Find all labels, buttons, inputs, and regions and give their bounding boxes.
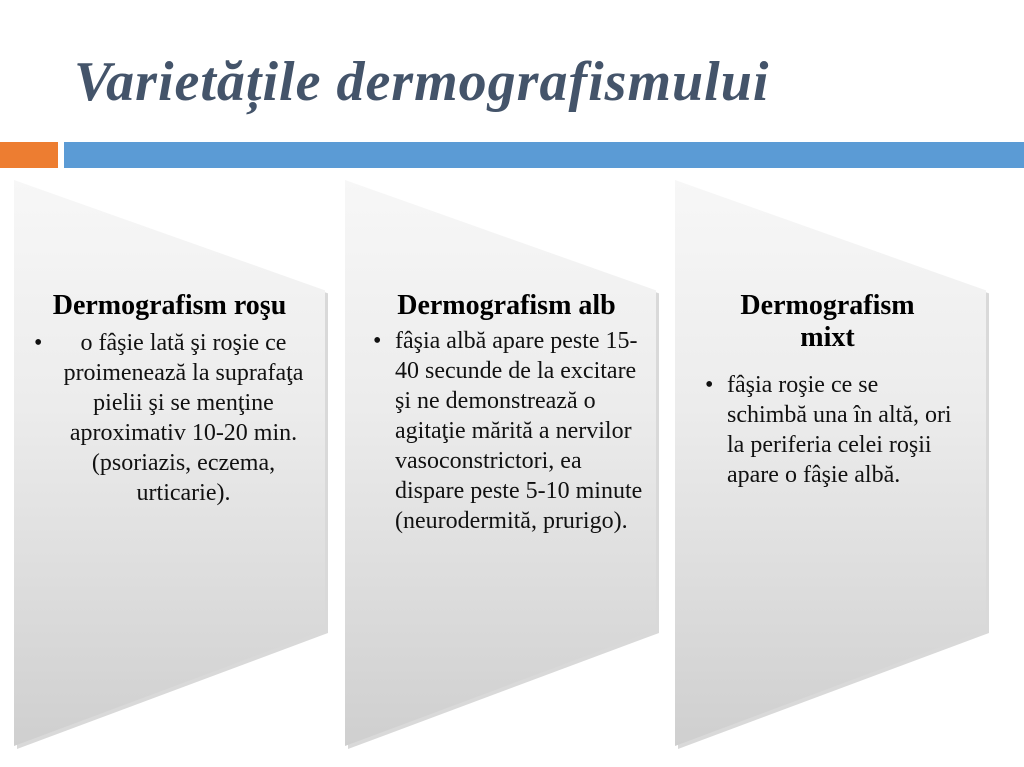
panel-dermografism-mixt	[675, 180, 986, 746]
panel-heading: Dermografism roşu	[52, 290, 287, 321]
accent-bar-blue	[64, 142, 1024, 168]
panel-bullet: • fâşia albă apare peste 15-40 secunde de la excitare şi ne demonstrează o agitaţie mărită a nervilor vasoconstrictori, ea dispare peste 5-10 minute (neurodermită, prurigo).	[395, 326, 646, 536]
panel-heading: Dermografism mixt	[740, 290, 915, 353]
panel-dermografism-alb	[345, 180, 656, 746]
slide-title: Varietățile dermografismului	[74, 51, 770, 113]
panel-dermografism-rosu	[14, 180, 325, 746]
panel-heading: Dermografism alb	[397, 290, 616, 321]
accent-bar-orange	[0, 142, 58, 168]
panel-bullet: • fâşia roşie ce se schimbă una în altă, ori la periferia celei roşii apare o fâşie albă.	[727, 370, 956, 490]
panel-bullet: • o fâşie lată şi roşie ce proimenează la suprafaţa pielii şi se menţine aproximativ 10-20 min. (psoriazis, eczema, urticarie).	[56, 328, 311, 508]
